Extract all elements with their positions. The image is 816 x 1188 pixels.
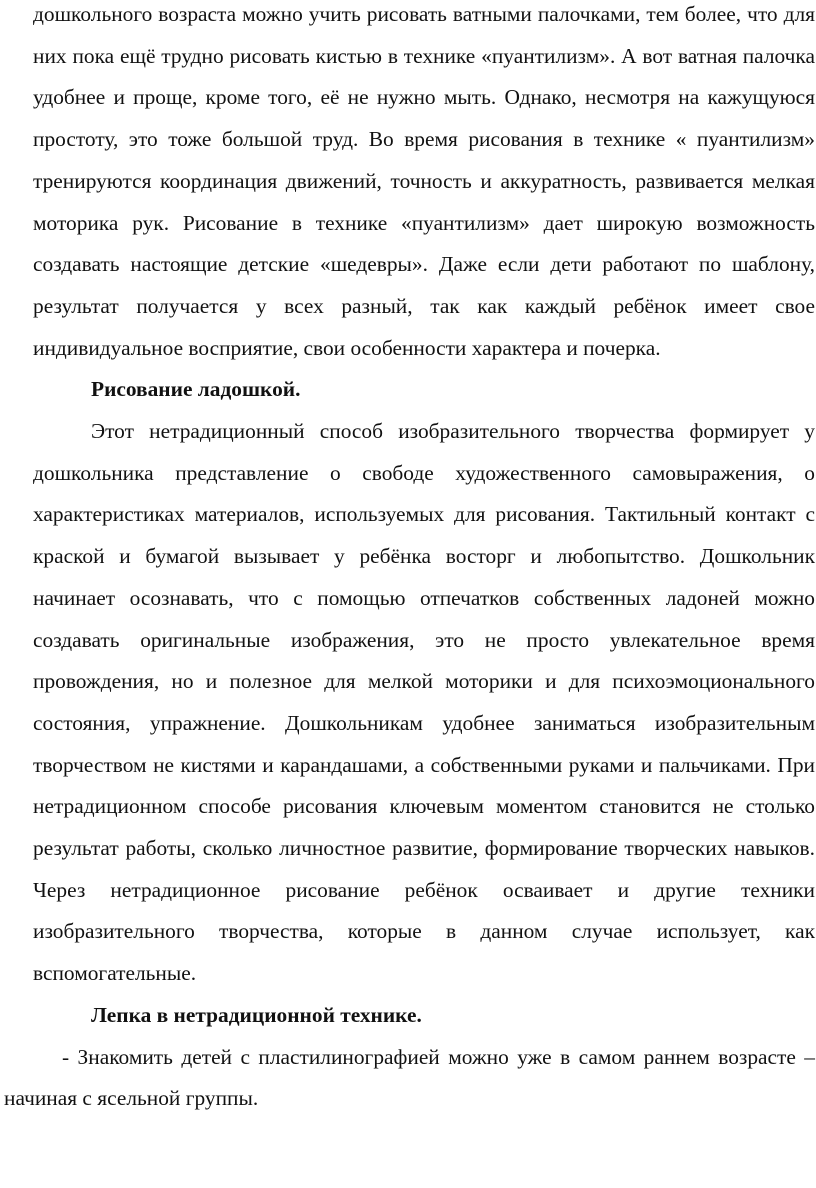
document-page [4,0,815,1120]
heading-modeling: Лепка в нетрадиционной технике. [91,1002,422,1027]
paragraph-plasticine: - Знакомить детей с пластилинографией можно уже в самом раннем возрасте – начиная с ясельной группы. [4,1044,815,1111]
paragraph-pointillism: дошкольного возраста можно учить рисовать ватными палочками, тем более, что для них пока ещё трудно рисовать кистью в технике «пуантилизм». А вот ватная палочка удобнее и проще, кроме того, её не нужно мыть. Однако, несмотря на кажущуюся простоту, это тоже большой труд. Во время рисования в технике « пуантилизм» тренируются координация движений, точность и аккуратность, развивается мелкая моторика рук. Рисование в технике «пуантилизм» дает широкую возможность создавать настоящие детские «шедевры». Даже если дети работают по шаблону, результат получается у всех разный, так как каждый ребёнок имеет свое индивидуальное восприятие, свои особенности характера и почерка. [33,2,815,360]
paragraph-palm-drawing: Этот нетрадиционный способ изобразительного творчества формирует у дошкольника представление о свободе художественного самовыражения, о характеристиках материалов, используемых для рисования. Тактильный контакт с краской и бумагой вызывает у ребёнка восторг и любопытство. Дошкольник начинает осознавать, что с помощью отпечатков собственных ладоней можно создавать оригинальные изображения, это не просто увлекательное время провождения, но и полезное для мелкой моторики и для психоэмоционального состояния, упражнение. Дошкольникам удобнее заниматься изобразительным творчеством не кистями и карандашами, а собственными руками и пальчиками. При нетрадиционном способе рисования ключевым моментом становится не столько результат работы, сколько личностное развитие, формирование творческих навыков. Через нетрадиционное рисование ребёнок осваивает и другие техники изобразительного творчества, которые в данном случае использует, как вспомогательные. [33,419,815,986]
heading-palm-drawing: Рисование ладошкой. [91,377,301,402]
